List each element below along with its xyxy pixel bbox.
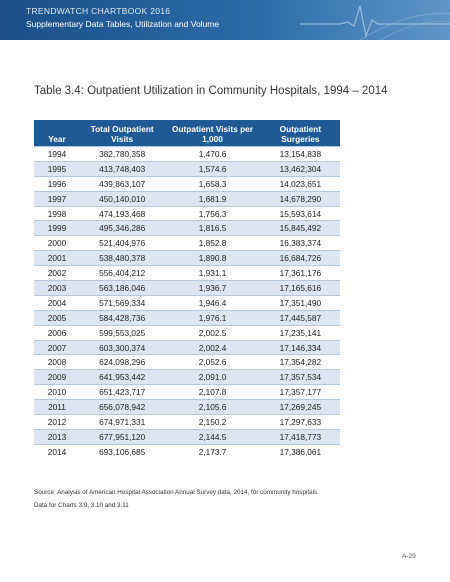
table-row [34, 161, 340, 176]
cell-total-visits: 571,569,334 [80, 295, 164, 310]
outpatient-utilization-table [34, 120, 340, 459]
cell-total-visits: 450,140,010 [80, 191, 164, 206]
table-row [34, 251, 340, 266]
chart-reference-note: Data for Charts 3.9, 3.10 and 3.11 [34, 502, 129, 509]
cell-visits-per-1000: 2,150.2 [164, 415, 260, 430]
cell-year: 2014 [34, 444, 80, 458]
table-row [34, 221, 340, 236]
column-header-total-visits: Total Outpatient Visits [80, 120, 164, 147]
cell-surgeries: 13,462,304 [261, 161, 340, 176]
column-header-year: Year [34, 120, 80, 147]
table-row [34, 310, 340, 325]
table-row [34, 206, 340, 221]
cell-total-visits: 538,480,378 [80, 251, 164, 266]
table-row [34, 385, 340, 400]
cell-surgeries: 16,684,726 [261, 251, 340, 266]
cell-year: 1996 [34, 176, 80, 191]
cell-total-visits: 382,780,358 [80, 147, 164, 162]
section-title: Supplementary Data Tables, Utilization and Volume [26, 19, 220, 29]
cell-visits-per-1000: 1,931.1 [164, 266, 260, 281]
cell-visits-per-1000: 1,946.4 [164, 295, 260, 310]
cell-year: 2006 [34, 325, 80, 340]
cell-total-visits: 603,300,374 [80, 340, 164, 355]
cell-year: 2011 [34, 400, 80, 415]
cell-surgeries: 17,297,633 [261, 415, 340, 430]
cell-year: 2008 [34, 355, 80, 370]
cell-visits-per-1000: 1,852.8 [164, 236, 260, 251]
table-row [34, 236, 340, 251]
cell-surgeries: 14,023,651 [261, 176, 340, 191]
cell-total-visits: 563,186,046 [80, 281, 164, 296]
cell-surgeries: 17,354,282 [261, 355, 340, 370]
cell-year: 2001 [34, 251, 80, 266]
cell-surgeries: 15,845,492 [261, 221, 340, 236]
cell-visits-per-1000: 1,890.8 [164, 251, 260, 266]
cell-year: 2004 [34, 295, 80, 310]
table-row [34, 191, 340, 206]
column-header-surgeries: Outpatient Surgeries [261, 120, 340, 147]
table-row [34, 444, 340, 458]
cell-visits-per-1000: 1,658.3 [164, 176, 260, 191]
cell-visits-per-1000: 1,816.5 [164, 221, 260, 236]
cell-total-visits: 439,863,107 [80, 176, 164, 191]
cell-total-visits: 624,098,296 [80, 355, 164, 370]
ecg-line-icon [300, 0, 450, 40]
cell-visits-per-1000: 2,002.4 [164, 340, 260, 355]
cell-total-visits: 674,971,331 [80, 415, 164, 430]
cell-year: 1995 [34, 161, 80, 176]
cell-year: 1998 [34, 206, 80, 221]
cell-total-visits: 677,951,120 [80, 429, 164, 444]
table-row [34, 295, 340, 310]
table-row [34, 400, 340, 415]
cell-surgeries: 13,154,838 [261, 147, 340, 162]
table-row [34, 266, 340, 281]
cell-year: 2005 [34, 310, 80, 325]
table-body [34, 147, 340, 459]
table-row [34, 325, 340, 340]
cell-visits-per-1000: 2,105.6 [164, 400, 260, 415]
cell-total-visits: 651,423,717 [80, 385, 164, 400]
table-row [34, 429, 340, 444]
cell-year: 2010 [34, 385, 80, 400]
table-row [34, 340, 340, 355]
cell-year: 1997 [34, 191, 80, 206]
cell-year: 2009 [34, 370, 80, 385]
cell-total-visits: 599,553,025 [80, 325, 164, 340]
cell-year: 2007 [34, 340, 80, 355]
cell-total-visits: 474,193,468 [80, 206, 164, 221]
chartbook-banner [0, 0, 450, 40]
table-row [34, 355, 340, 370]
cell-total-visits: 521,404,976 [80, 236, 164, 251]
column-header-visits-per-1000: Outpatient Visits per 1,000 [164, 120, 260, 147]
cell-total-visits: 556,404,212 [80, 266, 164, 281]
cell-surgeries: 17,146,334 [261, 340, 340, 355]
cell-surgeries: 17,165,616 [261, 281, 340, 296]
cell-year: 2003 [34, 281, 80, 296]
cell-visits-per-1000: 1,574.6 [164, 161, 260, 176]
cell-surgeries: 17,357,177 [261, 385, 340, 400]
cell-surgeries: 17,351,490 [261, 295, 340, 310]
page-number: A-29 [402, 553, 416, 560]
cell-visits-per-1000: 1,470.6 [164, 147, 260, 162]
table-title: Table 3.4: Outpatient Utilization in Community Hospitals, 1994 – 2014 [34, 85, 388, 97]
cell-visits-per-1000: 2,002.5 [164, 325, 260, 340]
cell-surgeries: 14,678,290 [261, 191, 340, 206]
cell-year: 2000 [34, 236, 80, 251]
table-row [34, 415, 340, 430]
cell-total-visits: 584,428,736 [80, 310, 164, 325]
cell-year: 2002 [34, 266, 80, 281]
cell-surgeries: 17,357,534 [261, 370, 340, 385]
table-row [34, 281, 340, 296]
cell-surgeries: 17,386,061 [261, 444, 340, 458]
cell-visits-per-1000: 2,173.7 [164, 444, 260, 458]
cell-year: 2013 [34, 429, 80, 444]
cell-visits-per-1000: 1,756.3 [164, 206, 260, 221]
cell-total-visits: 641,953,442 [80, 370, 164, 385]
cell-visits-per-1000: 1,681.9 [164, 191, 260, 206]
cell-year: 1994 [34, 147, 80, 162]
cell-total-visits: 693,106,685 [80, 444, 164, 458]
cell-year: 2012 [34, 415, 80, 430]
cell-total-visits: 413,748,403 [80, 161, 164, 176]
table-row [34, 147, 340, 162]
cell-total-visits: 495,346,286 [80, 221, 164, 236]
table-row [34, 176, 340, 191]
cell-visits-per-1000: 2,091.0 [164, 370, 260, 385]
source-note: Source: Analysis of American Hospital Association Annual Survey data, 2014, for community hospitals. [34, 489, 319, 496]
cell-surgeries: 17,445,587 [261, 310, 340, 325]
cell-surgeries: 17,361,176 [261, 266, 340, 281]
cell-surgeries: 16,383,374 [261, 236, 340, 251]
cell-visits-per-1000: 2,144.5 [164, 429, 260, 444]
cell-surgeries: 17,269,245 [261, 400, 340, 415]
table-row [34, 370, 340, 385]
publication-title: TRENDWATCH CHARTBOOK 2016 [26, 6, 171, 16]
table-header-row [34, 120, 340, 147]
cell-surgeries: 17,418,773 [261, 429, 340, 444]
cell-visits-per-1000: 1,936.7 [164, 281, 260, 296]
cell-visits-per-1000: 2,052.6 [164, 355, 260, 370]
cell-surgeries: 15,593,614 [261, 206, 340, 221]
cell-surgeries: 17,235,141 [261, 325, 340, 340]
cell-visits-per-1000: 1,976.1 [164, 310, 260, 325]
cell-visits-per-1000: 2,107.8 [164, 385, 260, 400]
cell-year: 1999 [34, 221, 80, 236]
cell-total-visits: 656,078,942 [80, 400, 164, 415]
